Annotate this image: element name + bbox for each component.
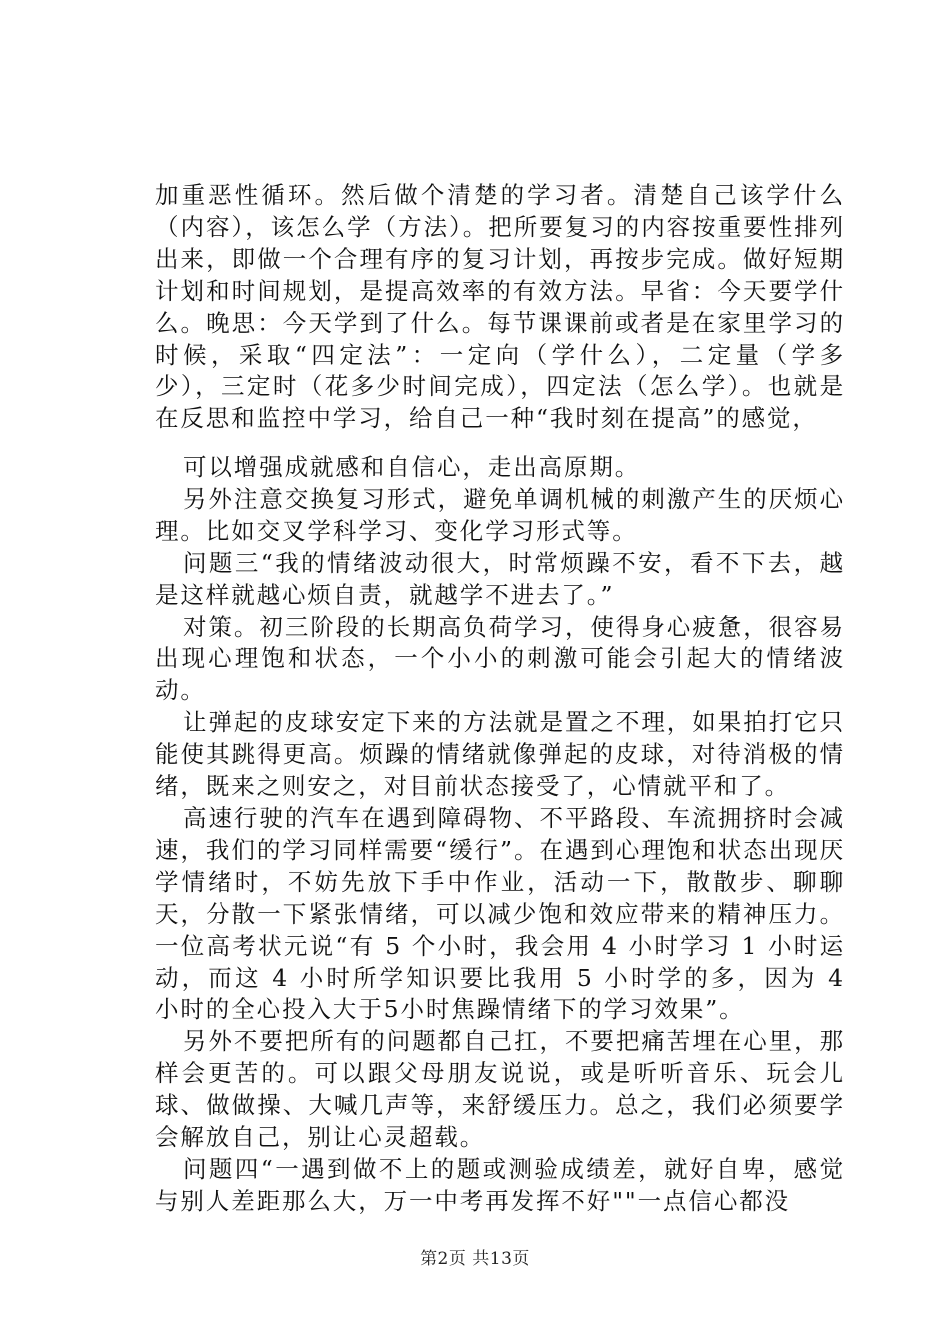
paragraph-plateau: 可以增强成就感和自信心，走出高原期。	[183, 453, 641, 481]
paragraph-bouncing-ball: 让弹起的皮球安定下来的方法就是置之不理，如果拍打它只能使其跳得更高。烦躁的情绪就像弹起的皮球，对待消极的情绪，既来之则安之，对目前状态接受了，心情就平和了。	[155, 708, 845, 801]
paragraph-slow-down: 高速行驶的汽车在遇到障碍物、不平路段、车流拥挤时会减速，我们的学习同样需要“缓行”。在遇到心理饱和状态出现厌学情绪时，不妨先放下手中作业，活动一下，散散步、聊聊天，分散一下紧张情绪，可以减少饱和效应带来的精神压力。一位高考状元说“有 5 个小时，我会用 4 小时学习 1 小时运动，而这 4 小时所学知识要比我用 5 小时学的多，因为 4 小时的全心投入大于5小时焦躁情绪下的学习效果”。	[155, 803, 845, 1024]
top-text-block	[155, 180, 845, 435]
top-paragraph: 加重恶性循环。然后做个清楚的学习者。清楚自己该学什么（内容），该怎么学（方法）。把所要复习的内容按重要性排列出来，即做一个合理有序的复习计划，再按步完成。做好短期计划和时间规划，是提高效率的有效方法。早省：今天要学什么。晚思：今天学到了什么。每节课课前或者是在家里学习的时候，采取“四定法”：一定向（学什么），二定量（学多少），三定时（花多少时间完成），四定法（怎么学）。也就是在反思和监控中学习，给自己一种“我时刻在提高”的感觉，	[155, 181, 845, 433]
page-footer: 第2页 共13页	[420, 1249, 530, 1269]
paragraph-review-form: 另外注意交换复习形式，避免单调机械的刺激产生的厌烦心理。比如交叉学科学习、变化学习形式等。	[155, 484, 845, 545]
main-text-block	[155, 452, 845, 1218]
paragraph-share-burden: 另外不要把所有的问题都自己扛，不要把痛苦埋在心里，那样会更苦的。可以跟父母朋友说说，或是听听音乐、玩会儿球、做做操、大喊几声等，来舒缓压力。总之，我们必须要学会解放自己，别让心灵超载。	[155, 1027, 845, 1152]
paragraph-countermeasure: 对策。初三阶段的长期高负荷学习，使得身心疲惫，很容易出现心理饱和状态，一个小小的刺激可能会引起大的情绪波动。	[155, 612, 845, 705]
paragraph-question-four: 问题四“一遇到做不上的题或测验成绩差，就好自卑，感觉与别人差距那么大，万一中考再发挥不好""一点信心都没	[155, 1154, 845, 1215]
paragraph-question-three: 问题三“我的情绪波动很大，时常烦躁不安，看不下去，越是这样就越心烦自责，就越学不进去了。”	[155, 548, 845, 609]
